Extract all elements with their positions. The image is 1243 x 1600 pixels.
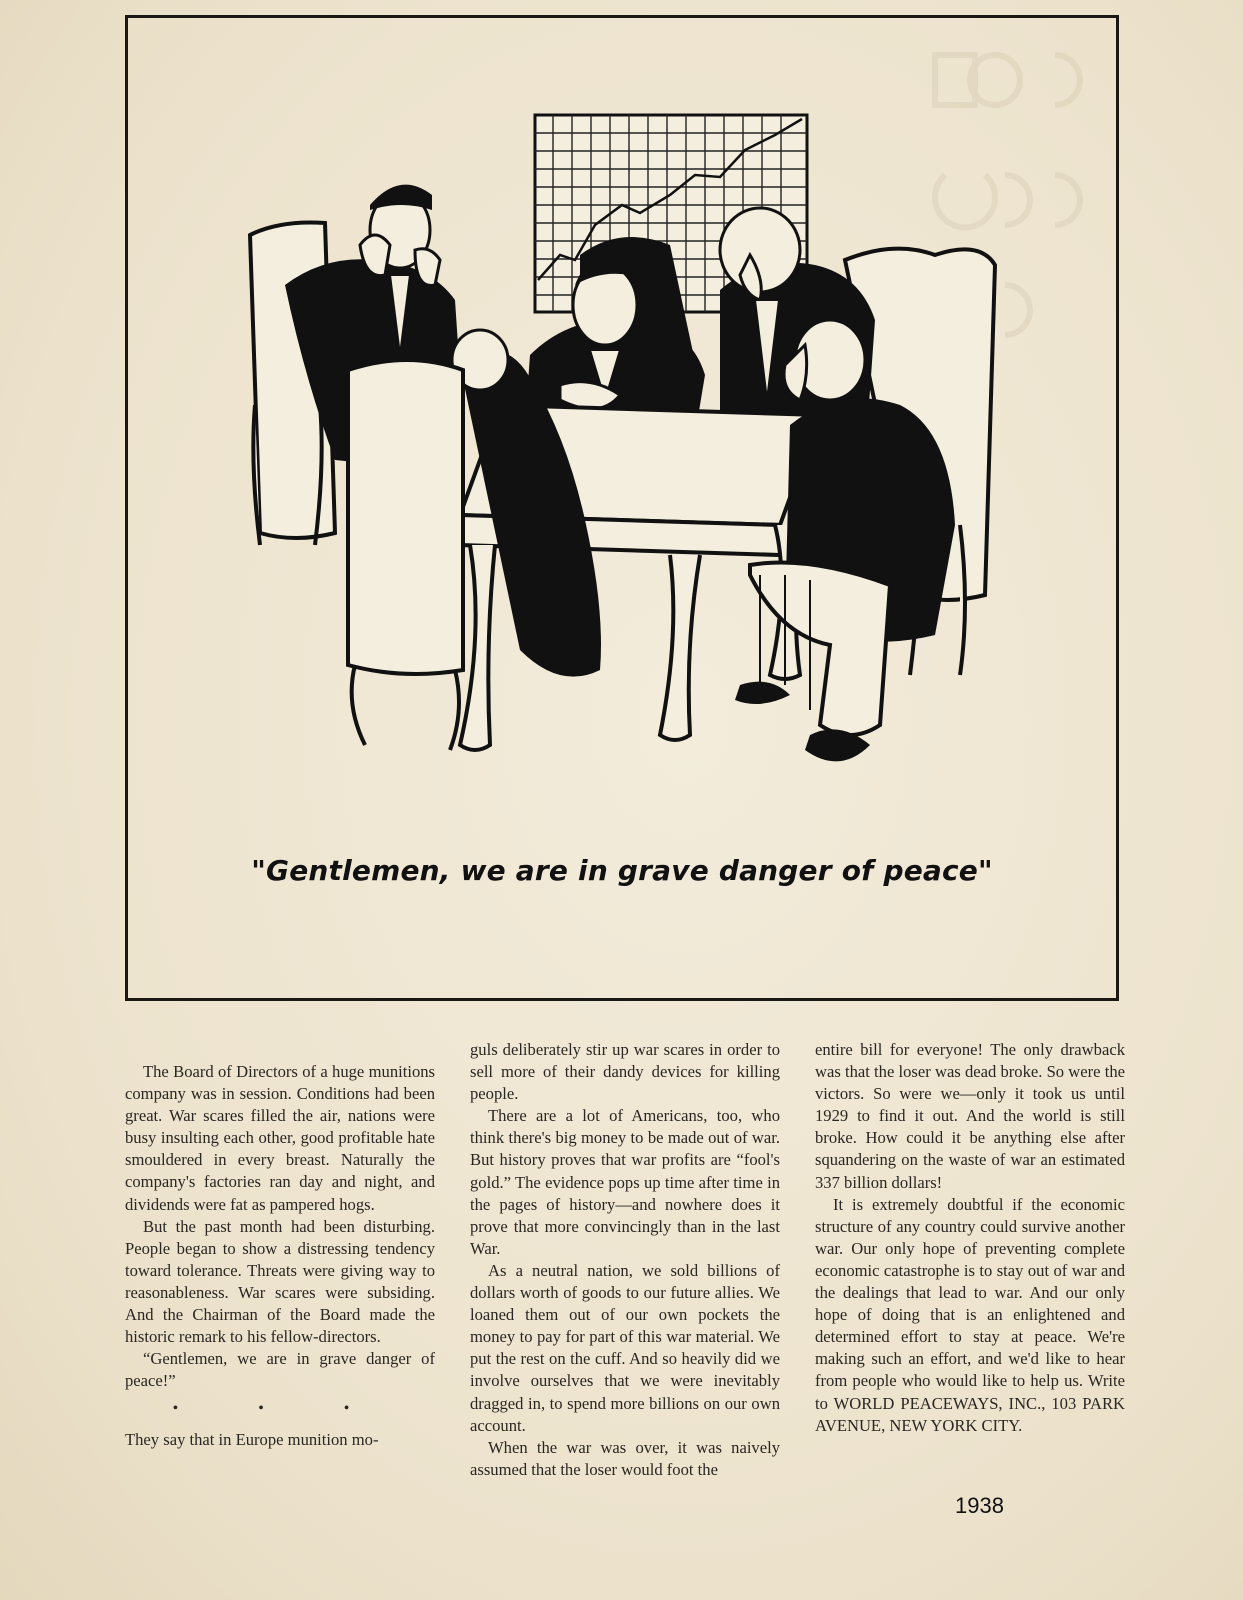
cartoon-caption: "Gentlemen, we are in grave danger of peace" xyxy=(251,854,993,887)
text-column-2 xyxy=(470,1039,780,1481)
paragraph: It is extremely doubtful if the economic structure of any country could survive another war. Our only hope of preventing complete economic catastrophe is to stay out of war and the dealings that lead to war. And our only hope of doing that is an enlightened and determined effort to stay at peace. We're making such an effort, and we'd like to hear from people who would like to help us. Write to WORLD PEACEWAYS, INC., 103 PARK AVENUE, NEW YORK CITY. xyxy=(815,1194,1125,1435)
paragraph: “Gentlemen, we are in grave danger of peace!” xyxy=(125,1349,435,1391)
paragraph: They say that in Europe munition mo- xyxy=(125,1429,379,1449)
paragraph: The Board of Directors of a huge munitions company was in session. Conditions had been great. War scares filled the air, nations were busy insulting each other, good profitable hate smouldered in every breast. Naturally the company's factories ran day and night, and dividends were fat as pampered hogs. xyxy=(125,1062,435,1214)
year-label: 1938 xyxy=(955,1493,1004,1518)
paragraph: entire bill for everyone! The only drawback was that the loser was dead broke. So were the victors. So were we—only it took us until 1929 to find it out. And the world is still broke. How could it be anything else after squandering on the waste of war an estimated 337 billion dollars! xyxy=(815,1040,1125,1192)
text-column-3 xyxy=(815,1039,1125,1437)
paragraph: As a neutral nation, we sold billions of dollars worth of goods to our future allies. We loaned them out of our own pockets the money to pay for part of this war material. We put the rest on the cuff. And so heavily did we involve ourselves that we were inevitably dragged in, to spend more billions on our own account. xyxy=(470,1260,780,1435)
paragraph: guls deliberately stir up war scares in order to sell more of their dandy devices for killing people. xyxy=(470,1040,780,1104)
text-column-1 xyxy=(125,1061,435,1451)
section-divider: • • • xyxy=(172,1400,388,1418)
paragraph: There are a lot of Americans, too, who think there's big money to be made out of war. But history proves that war profits are “fool's gold.” The evidence pops up time after time in the pages of history—and nowhere does it prove that more convincingly than in the last War. xyxy=(470,1106,780,1258)
paragraph: But the past month had been disturbing. People began to show a distressing tendency toward tolerance. Threats were giving way to reasonableness. War scares were subsiding. And the Chairman of the Board made the historic remark to his fellow-directors. xyxy=(125,1216,435,1347)
board-meeting-cartoon xyxy=(230,105,1010,785)
paragraph: When the war was over, it was naively assumed that the loser would foot the xyxy=(470,1437,780,1479)
